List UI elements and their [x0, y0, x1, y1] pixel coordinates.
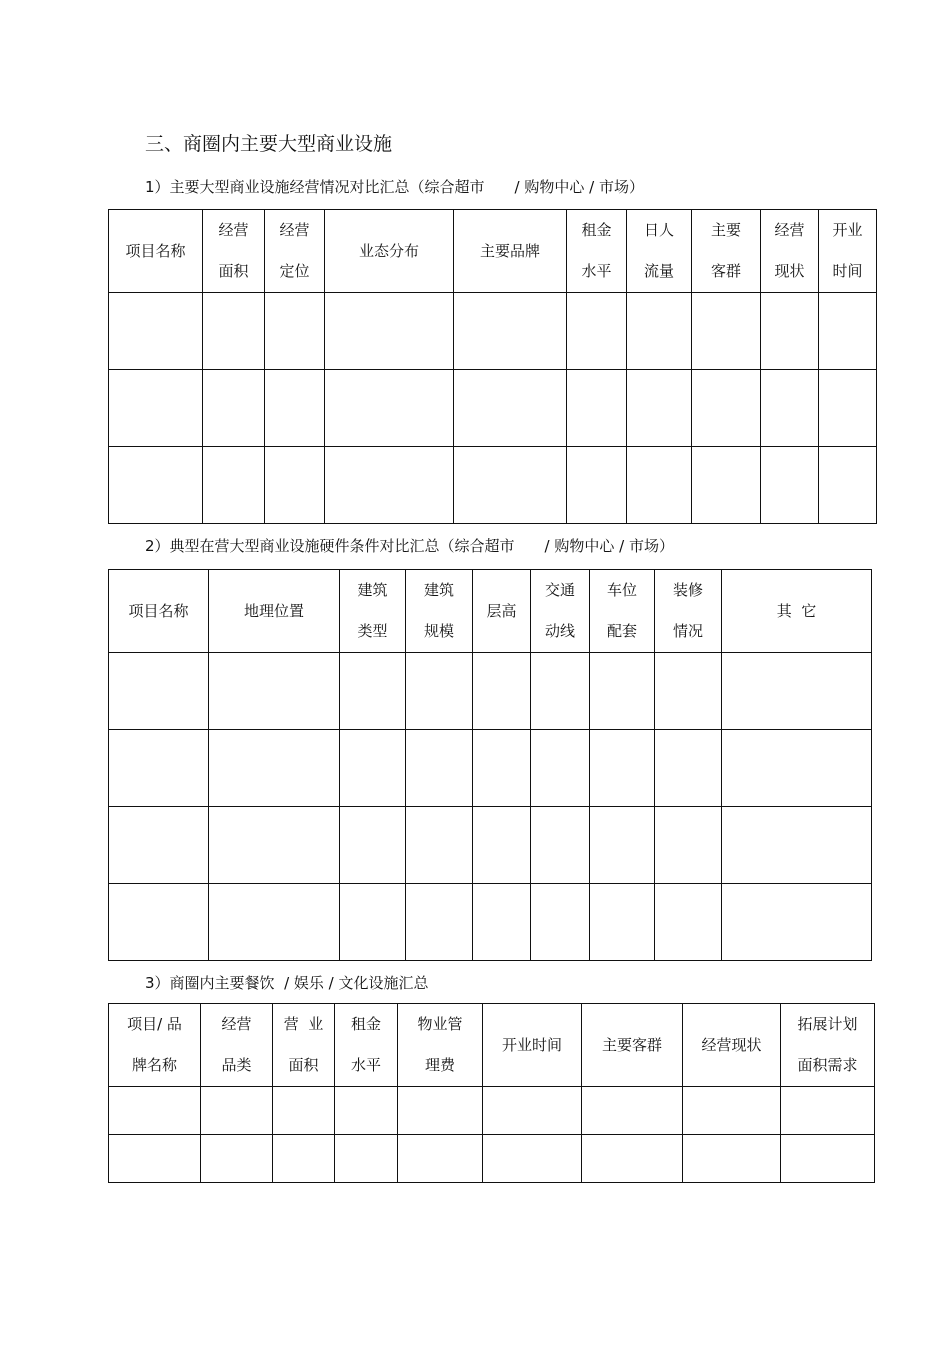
table-cell[interactable]	[340, 884, 406, 961]
table-cell[interactable]	[273, 1135, 335, 1183]
table2-header-cell: 项目名称	[109, 570, 209, 653]
table2-caption	[145, 535, 674, 556]
table2-header-cell: 建筑 类型	[340, 570, 406, 653]
table-cell[interactable]	[722, 653, 872, 730]
table-cell[interactable]	[109, 884, 209, 961]
table-cell[interactable]	[340, 730, 406, 807]
table-cell[interactable]	[683, 1135, 781, 1183]
table-cell[interactable]	[335, 1087, 398, 1135]
table1-caption-tail: / 购物中心 / 市场）	[514, 178, 644, 196]
table-cell[interactable]	[201, 1135, 273, 1183]
table-cell[interactable]	[722, 807, 872, 884]
table-cell[interactable]	[683, 1087, 781, 1135]
table-cell[interactable]	[209, 730, 340, 807]
table1-header-cell: 租金 水平	[567, 210, 627, 293]
table-cell[interactable]	[203, 447, 265, 524]
table-cell[interactable]	[273, 1087, 335, 1135]
table-row	[109, 807, 872, 884]
table-cell[interactable]	[406, 653, 473, 730]
table-cell[interactable]	[590, 730, 655, 807]
table1-header-cell: 业态分布	[325, 210, 454, 293]
table-cell[interactable]	[473, 653, 531, 730]
table1-header-cell: 经营 现状	[761, 210, 819, 293]
table-cell[interactable]	[454, 370, 567, 447]
table-cell[interactable]	[340, 807, 406, 884]
table-cell[interactable]	[531, 653, 590, 730]
table3-header-row	[109, 1004, 875, 1087]
table-cell[interactable]	[325, 370, 454, 447]
table-cell[interactable]	[655, 807, 722, 884]
table1-header-cell: 项目名称	[109, 210, 203, 293]
table-cell[interactable]	[567, 370, 627, 447]
table-cell[interactable]	[209, 653, 340, 730]
table-cell[interactable]	[325, 293, 454, 370]
table3-header-cell: 营 业 面积	[273, 1004, 335, 1087]
table3-header-cell: 拓展计划 面积需求	[781, 1004, 875, 1087]
table2-header-cell: 其 它	[722, 570, 872, 653]
table1-header-cell: 开业 时间	[819, 210, 877, 293]
operations-comparison-table	[108, 209, 877, 524]
table-cell[interactable]	[590, 884, 655, 961]
table-cell[interactable]	[781, 1135, 875, 1183]
table-cell[interactable]	[761, 293, 819, 370]
table-cell[interactable]	[473, 807, 531, 884]
table2-caption-main: 2）典型在营大型商业设施硬件条件对比汇总（综合超市	[145, 537, 515, 555]
table-cell[interactable]	[340, 653, 406, 730]
table-row	[109, 884, 872, 961]
table-cell[interactable]	[201, 1087, 273, 1135]
table-cell[interactable]	[109, 370, 203, 447]
table1-header-cell: 主要 客群	[692, 210, 761, 293]
table-cell[interactable]	[692, 447, 761, 524]
table-row	[109, 293, 877, 370]
table3-header-cell: 主要客群	[582, 1004, 683, 1087]
table-cell[interactable]	[109, 1135, 201, 1183]
table2-header-row	[109, 570, 872, 653]
table-row	[109, 1135, 875, 1183]
dining-entertainment-table	[108, 1003, 875, 1183]
table-cell[interactable]	[590, 653, 655, 730]
section-title: 三、商圈内主要大型商业设施	[145, 133, 393, 155]
table-row	[109, 653, 872, 730]
table-cell[interactable]	[325, 447, 454, 524]
table-cell[interactable]	[265, 293, 325, 370]
table-cell[interactable]	[406, 730, 473, 807]
table-cell[interactable]	[819, 293, 877, 370]
table-cell[interactable]	[109, 293, 203, 370]
table2-header-cell: 建筑 规模	[406, 570, 473, 653]
table-cell[interactable]	[761, 447, 819, 524]
table3-header-cell: 项目/ 品 牌名称	[109, 1004, 201, 1087]
table3-header-cell: 开业时间	[483, 1004, 582, 1087]
table2-header-cell: 层高	[473, 570, 531, 653]
table-cell[interactable]	[209, 807, 340, 884]
table-cell[interactable]	[531, 730, 590, 807]
table3-header-cell: 租金 水平	[335, 1004, 398, 1087]
table-cell[interactable]	[567, 447, 627, 524]
table-row	[109, 730, 872, 807]
table-cell[interactable]	[398, 1135, 483, 1183]
hardware-comparison-table	[108, 569, 872, 961]
table-cell[interactable]	[109, 730, 209, 807]
table-cell[interactable]	[567, 293, 627, 370]
table1-header-cell: 经营 面积	[203, 210, 265, 293]
table1-header-cell: 日人 流量	[627, 210, 692, 293]
table-cell[interactable]	[203, 293, 265, 370]
table-row	[109, 370, 877, 447]
table-cell[interactable]	[655, 884, 722, 961]
table-cell[interactable]	[655, 653, 722, 730]
table3-header-cell: 经营 品类	[201, 1004, 273, 1087]
table-cell[interactable]	[109, 1087, 201, 1135]
table-cell[interactable]	[109, 807, 209, 884]
table-cell[interactable]	[406, 807, 473, 884]
table-row	[109, 447, 877, 524]
table3-header-cell: 物业管 理费	[398, 1004, 483, 1087]
table-cell[interactable]	[483, 1087, 582, 1135]
table-cell[interactable]	[531, 884, 590, 961]
table-cell[interactable]	[692, 293, 761, 370]
table-cell[interactable]	[454, 293, 567, 370]
table-cell[interactable]	[406, 884, 473, 961]
table-cell[interactable]	[398, 1087, 483, 1135]
table-cell[interactable]	[819, 447, 877, 524]
table-cell[interactable]	[265, 447, 325, 524]
table-cell[interactable]	[722, 884, 872, 961]
table-cell[interactable]	[655, 730, 722, 807]
table-cell[interactable]	[203, 370, 265, 447]
table-cell[interactable]	[335, 1135, 398, 1183]
table-cell[interactable]	[627, 293, 692, 370]
table1-caption-main: 1）主要大型商业设施经营情况对比汇总（综合超市	[145, 178, 485, 196]
table2-header-cell: 装修 情况	[655, 570, 722, 653]
table-cell[interactable]	[473, 730, 531, 807]
table2-header-cell: 车位 配套	[590, 570, 655, 653]
table-cell[interactable]	[265, 370, 325, 447]
table-cell[interactable]	[473, 884, 531, 961]
table-cell[interactable]	[582, 1087, 683, 1135]
table1-header-cell: 主要品牌	[454, 210, 567, 293]
table-cell[interactable]	[590, 807, 655, 884]
table-cell[interactable]	[109, 447, 203, 524]
table3-header-cell: 经营现状	[683, 1004, 781, 1087]
table-cell[interactable]	[722, 730, 872, 807]
table-cell[interactable]	[209, 884, 340, 961]
table-row	[109, 1087, 875, 1135]
table1-caption	[145, 176, 644, 197]
table-cell[interactable]	[627, 370, 692, 447]
table-cell[interactable]	[454, 447, 567, 524]
table2-header-cell: 交通 动线	[531, 570, 590, 653]
table1-header-cell: 经营 定位	[265, 210, 325, 293]
table-cell[interactable]	[761, 370, 819, 447]
table-cell[interactable]	[627, 447, 692, 524]
table-cell[interactable]	[781, 1087, 875, 1135]
table2-caption-tail: / 购物中心 / 市场）	[544, 537, 674, 555]
table-cell[interactable]	[109, 653, 209, 730]
table-cell[interactable]	[819, 370, 877, 447]
table-cell[interactable]	[483, 1135, 582, 1183]
table1-header-row	[109, 210, 877, 293]
table2-header-cell: 地理位置	[209, 570, 340, 653]
table-cell[interactable]	[582, 1135, 683, 1183]
table3-caption: 3）商圈内主要餐饮 / 娱乐 / 文化设施汇总	[145, 974, 429, 992]
table-cell[interactable]	[692, 370, 761, 447]
table-cell[interactable]	[531, 807, 590, 884]
